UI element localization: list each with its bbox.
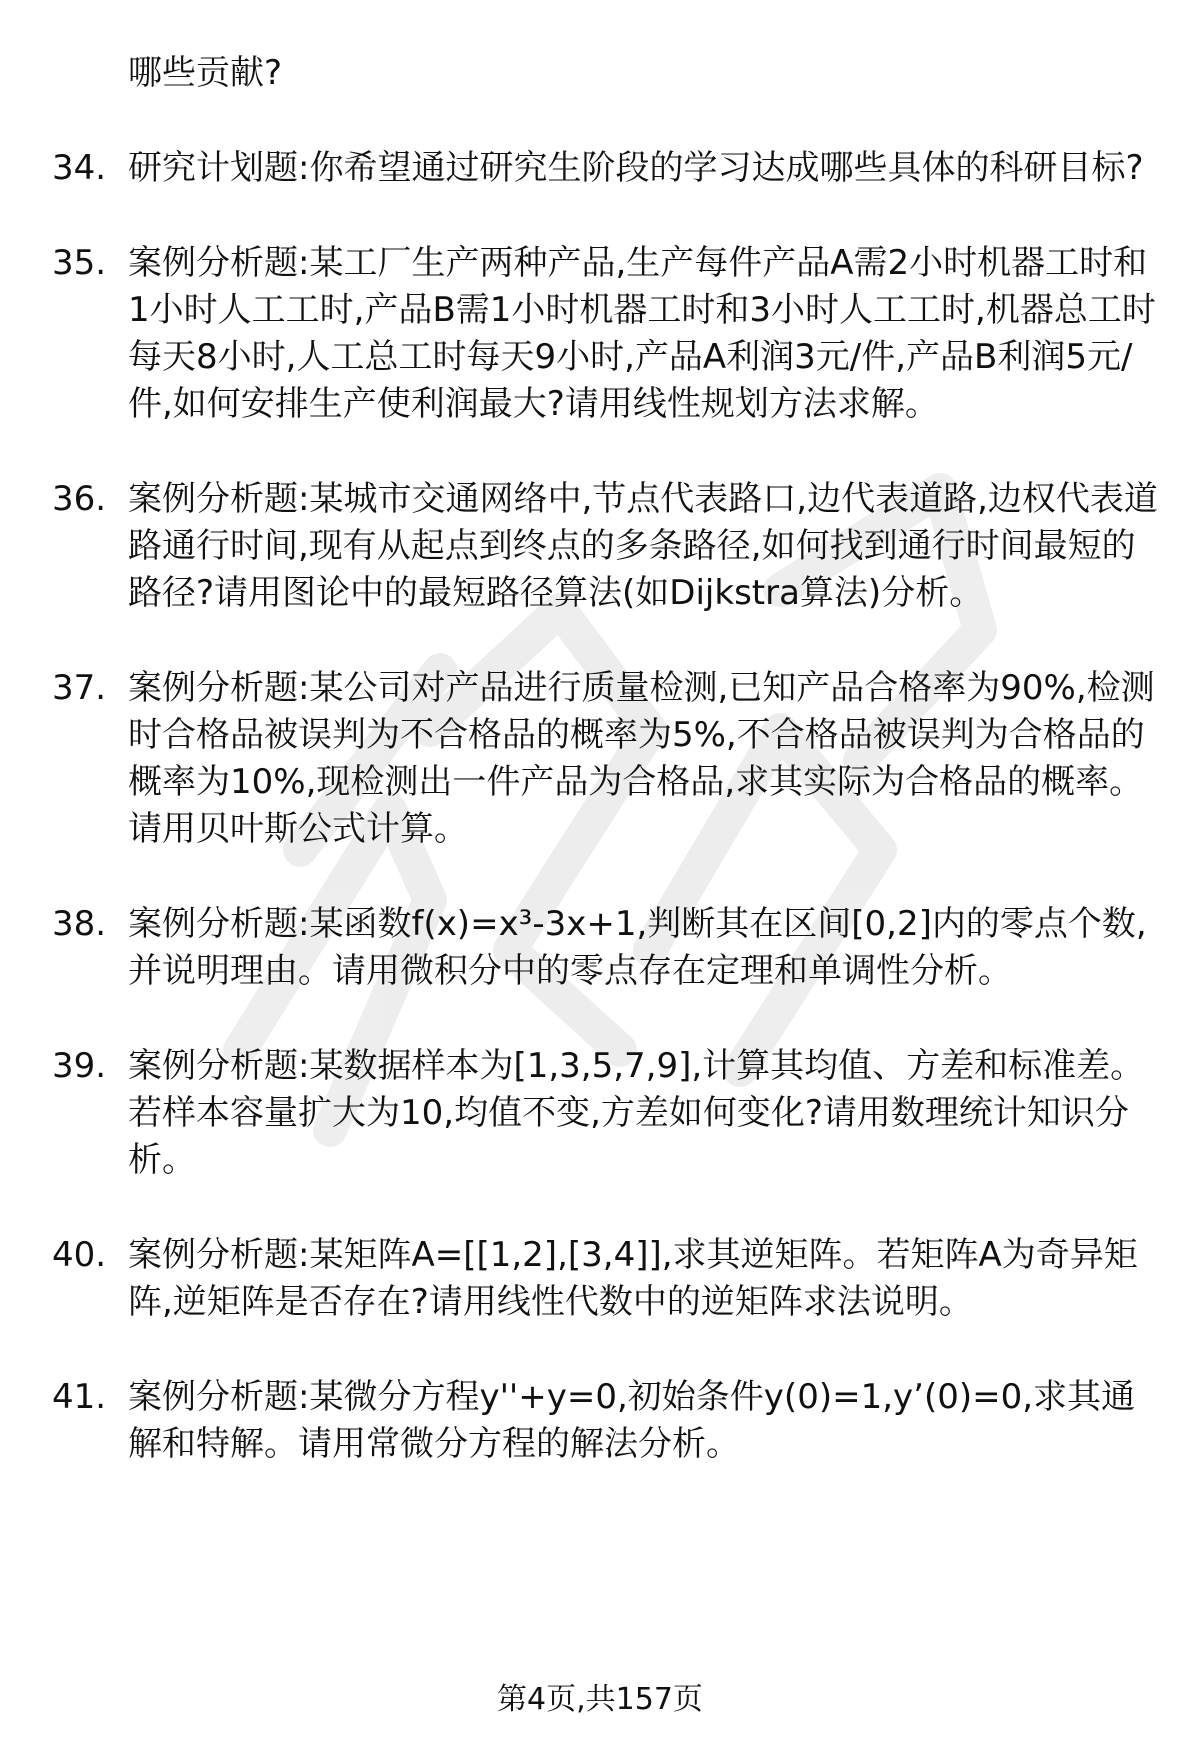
- question-item-35: [0, 240, 1200, 428]
- question-item-38: [0, 901, 1200, 995]
- question-text: 案例分析题:某微分方程y''+y=0,初始条件y(0)=1,y’(0)=0,求其通解和特解。请用常微分方程的解法分析。: [128, 1377, 1136, 1464]
- question-number: 34.: [52, 148, 107, 188]
- page-footer: 第4页,共157页: [497, 1682, 703, 1717]
- question-item-37: [0, 665, 1200, 853]
- question-number: 41.: [52, 1377, 107, 1417]
- question-text: 案例分析题:某公司对产品进行质量检测,已知产品合格率为90%,检测时合格品被误判为不合格品的概率为5%,不合格品被误判为合格品的概率为10%,现检测出一件产品为合格品,求其实际为合格品的概率。请用贝叶斯公式计算。: [128, 668, 1155, 849]
- question-text: 案例分析题:某城市交通网络中,节点代表路口,边代表道路,边权代表道路通行时间,现有从起点到终点的多条路径,如何找到通行时间最短的路径?请用图论中的最短路径算法(如Dijkstra算法)分析。: [128, 479, 1158, 613]
- question-text: 案例分析题:某函数f(x)=x³-3x+1,判断其在区间[0,2]内的零点个数,并说明理由。请用微积分中的零点存在定理和单调性分析。: [128, 904, 1147, 991]
- question-item-41: [0, 1374, 1200, 1468]
- question-number: 36.: [52, 479, 107, 519]
- question-number: 38.: [52, 904, 107, 944]
- question-number: 39.: [52, 1046, 107, 1086]
- question-number: 40.: [52, 1235, 107, 1275]
- question-text: 案例分析题:某工厂生产两种产品,生产每件产品A需2小时机器工时和1小时人工工时,产品B需1小时机器工时和3小时人工工时,机器总工时每天8小时,人工总工时每天9小时,产品A利润3元/件,产品B利润5元/件,如何安排生产使利润最大?请用线性规划方法求解。: [128, 243, 1156, 424]
- question-item-40: [0, 1232, 1200, 1326]
- question-text: 案例分析题:某矩阵A=[[1,2],[3,4]],求其逆矩阵。若矩阵A为奇异矩阵,逆矩阵是否存在?请用线性代数中的逆矩阵求法说明。: [128, 1235, 1138, 1322]
- question-number: 35.: [52, 243, 107, 283]
- continued-text: 哪些贡献?: [128, 53, 283, 93]
- question-item-39: [0, 1043, 1200, 1184]
- question-number: 37.: [52, 668, 107, 708]
- question-item-36: [0, 476, 1200, 617]
- question-item-34: [0, 145, 1200, 192]
- question-text: 研究计划题:你希望通过研究生阶段的学习达成哪些具体的科研目标?: [128, 148, 1144, 188]
- question-text: 案例分析题:某数据样本为[1,3,5,7,9],计算其均值、方差和标准差。若样本容量扩大为10,均值不变,方差如何变化?请用数理统计知识分析。: [128, 1046, 1145, 1180]
- question-list: [0, 50, 1200, 1468]
